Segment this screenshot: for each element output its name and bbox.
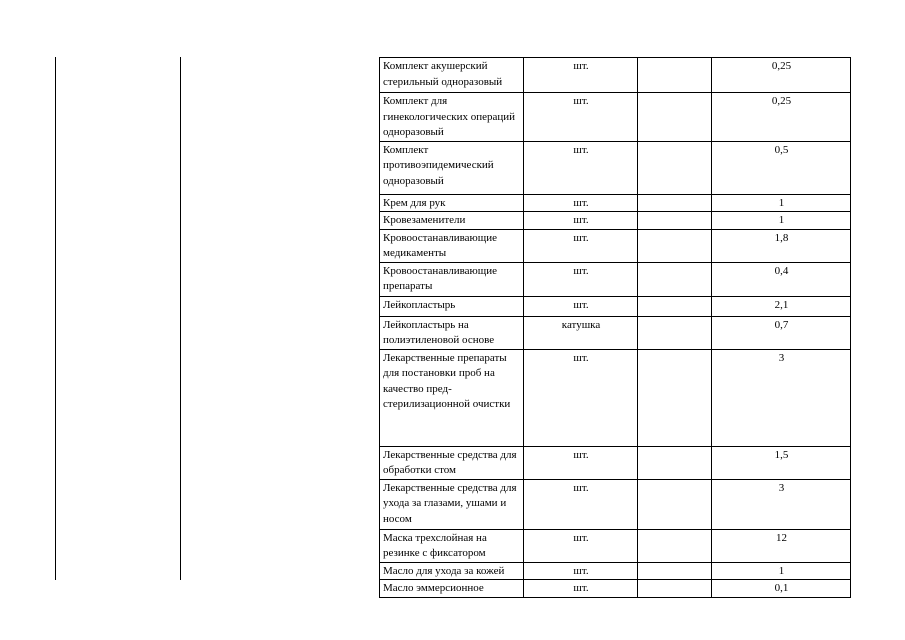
table-row [380, 562, 851, 580]
item-empty-cell [638, 479, 712, 529]
item-quantity: 0,4 [712, 262, 851, 296]
item-name: Кровезаменители [380, 212, 524, 230]
table-row [380, 229, 851, 262]
item-quantity: 1 [712, 562, 851, 580]
item-empty-cell [638, 212, 712, 230]
table-row [380, 529, 851, 562]
item-empty-cell [638, 58, 712, 93]
item-unit: шт. [524, 58, 638, 93]
item-name: Кровоостанавливающие медикаменты [380, 229, 524, 262]
item-unit: шт. [524, 212, 638, 230]
table-row [380, 349, 851, 446]
item-quantity: 3 [712, 349, 851, 446]
table-row [380, 141, 851, 194]
second-column-border [180, 57, 181, 580]
item-name: Маска трехслойная на резинке с фиксатором [380, 529, 524, 562]
item-unit: шт. [524, 349, 638, 446]
item-name: Крем для рук [380, 194, 524, 212]
item-empty-cell [638, 316, 712, 349]
item-name: Масло для ухода за кожей [380, 562, 524, 580]
table-row [380, 446, 851, 479]
item-name: Комплект для гинекологических операций одноразовый [380, 93, 524, 142]
item-quantity: 1 [712, 194, 851, 212]
item-unit: шт. [524, 479, 638, 529]
item-unit: шт. [524, 446, 638, 479]
item-empty-cell [638, 296, 712, 316]
item-empty-cell [638, 349, 712, 446]
item-unit: шт. [524, 529, 638, 562]
item-quantity: 1 [712, 212, 851, 230]
item-empty-cell [638, 229, 712, 262]
item-name: Масло эммерсионное [380, 580, 524, 598]
left-column-border [55, 57, 56, 580]
item-empty-cell [638, 194, 712, 212]
item-quantity: 0,7 [712, 316, 851, 349]
item-name: Комплект акушерский стерильный одноразовый [380, 58, 524, 93]
item-unit: шт. [524, 194, 638, 212]
table-row [380, 93, 851, 142]
item-quantity: 0,25 [712, 58, 851, 93]
item-name: Комплект противоэпидемический одноразовый [380, 141, 524, 194]
item-empty-cell [638, 93, 712, 142]
item-quantity: 0,25 [712, 93, 851, 142]
item-empty-cell [638, 262, 712, 296]
item-empty-cell [638, 580, 712, 598]
item-name: Лейкопластырь [380, 296, 524, 316]
item-quantity: 0,5 [712, 141, 851, 194]
item-name: Лекарственные средства для ухода за глазами, ушами и носом [380, 479, 524, 529]
item-quantity: 1,8 [712, 229, 851, 262]
item-name: Лекарственные средства для обработки стом [380, 446, 524, 479]
table-row [380, 262, 851, 296]
item-unit: шт. [524, 562, 638, 580]
item-unit: шт. [524, 262, 638, 296]
table-row [380, 296, 851, 316]
item-empty-cell [638, 562, 712, 580]
item-quantity: 12 [712, 529, 851, 562]
item-empty-cell [638, 446, 712, 479]
item-quantity: 3 [712, 479, 851, 529]
table-row [380, 194, 851, 212]
item-unit: шт. [524, 141, 638, 194]
item-name: Кровоостанавливающие препараты [380, 262, 524, 296]
table-row [380, 316, 851, 349]
item-unit: шт. [524, 93, 638, 142]
table-row [380, 58, 851, 93]
supplies-table [379, 57, 851, 598]
item-empty-cell [638, 141, 712, 194]
table-row [380, 212, 851, 230]
item-unit: катушка [524, 316, 638, 349]
item-quantity: 2,1 [712, 296, 851, 316]
item-unit: шт. [524, 296, 638, 316]
item-name: Лекарственные препараты для постановки проб на качество пред-стерилизационной очистки [380, 349, 524, 446]
item-unit: шт. [524, 580, 638, 598]
item-empty-cell [638, 529, 712, 562]
item-quantity: 0,1 [712, 580, 851, 598]
item-quantity: 1,5 [712, 446, 851, 479]
item-unit: шт. [524, 229, 638, 262]
table-row [380, 580, 851, 598]
table-row [380, 479, 851, 529]
item-name: Лейкопластырь на полиэтиленовой основе [380, 316, 524, 349]
